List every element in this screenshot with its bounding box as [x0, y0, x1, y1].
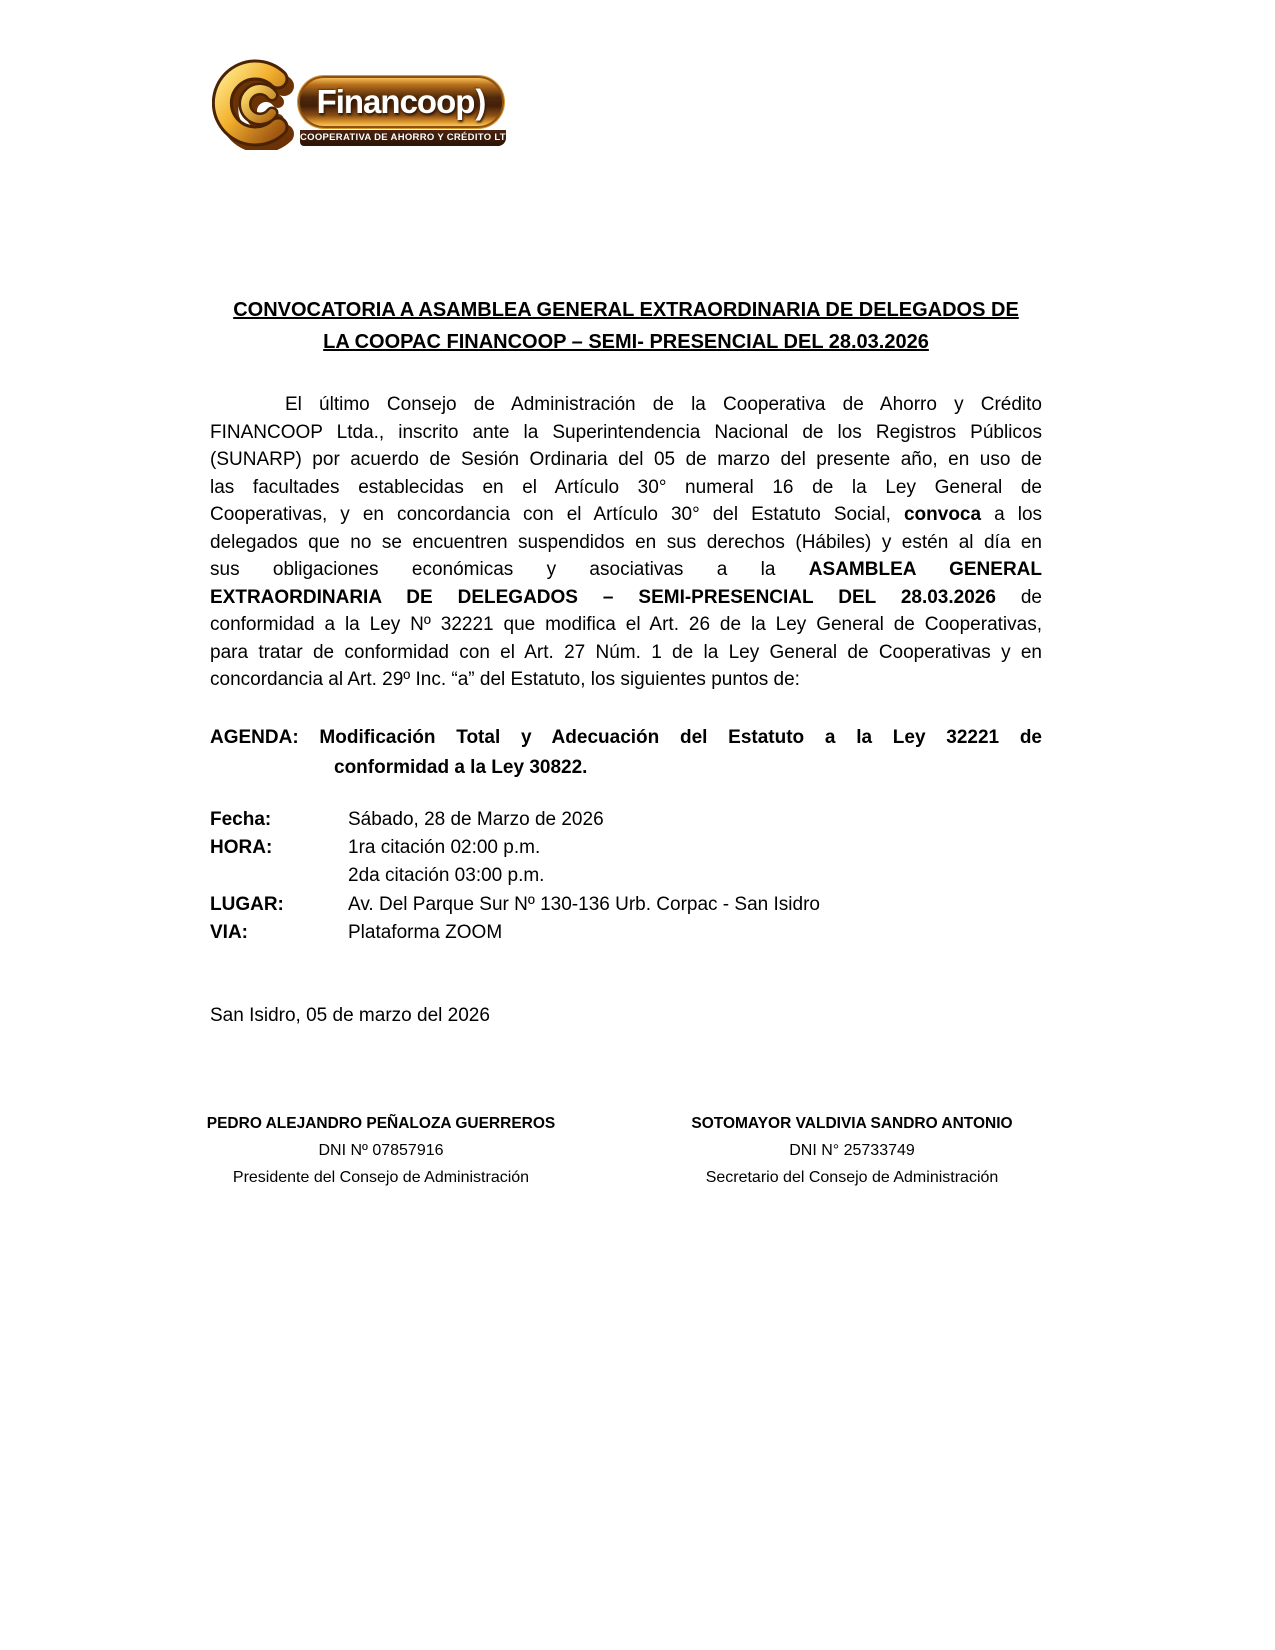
- signer-name: SOTOMAYOR VALDIVIA SANDRO ANTONIO: [691, 1115, 1013, 1132]
- paragraph-line: conformidad a la Ley Nº 32221 que modifica el Art. 26 de la Ley General de Cooperativas,: [210, 614, 1042, 635]
- detail-row-hora-2: 2da citación 03:00 p.m.: [348, 865, 545, 887]
- detail-row-fecha: Fecha: Sábado, 28 de Marzo de 2026: [210, 809, 604, 830]
- signer-name: PEDRO ALEJANDRO PEÑALOZA GUERREROS: [206, 1115, 556, 1132]
- paragraph-line: EXTRAORDINARIA DE DELEGADOS – SEMI-PRESENCIAL DEL 28.03.2026 de: [210, 586, 1042, 608]
- title-line-2: LA COOPAC FINANCOOP – SEMI- PRESENCIAL DEL 28.03.2026: [323, 331, 929, 353]
- signer-dni: DNI Nº 07857916: [318, 1142, 444, 1159]
- paragraph-line: FINANCOOP Ltda., inscrito ante la Superintendencia Nacional de los Registros Públicos: [210, 421, 1042, 443]
- brand-name: Financoop: [316, 83, 475, 120]
- detail-row-hora: HORA: 1ra citación 02:00 p.m.: [210, 837, 541, 859]
- detail-row-via: VIA: Plataforma ZOOM: [210, 921, 503, 943]
- logo-tagline: COOPERATIVA DE AHORRO Y CRÉDITO LTDA.: [300, 130, 506, 146]
- brand-paren: ): [475, 82, 486, 121]
- logo-wordmark-block: [298, 76, 524, 146]
- paragraph-line: Cooperativas, y en concordancia con el Artículo 30° del Estatuto Social, convoca a los: [210, 504, 1043, 525]
- intro-paragraph: [210, 391, 1042, 694]
- document-title: [210, 294, 1042, 358]
- paragraph-line: concordancia al Art. 29º Inc. “a” del Estatuto, los siguientes puntos de:: [210, 669, 800, 690]
- paragraph-line: sus obligaciones económicas y asociativas a la ASAMBLEA GENERAL: [210, 559, 1042, 580]
- dateline: San Isidro, 05 de marzo del 2026: [210, 1005, 490, 1026]
- signer-role: Secretario del Consejo de Administración: [705, 1169, 999, 1186]
- signer-role: Presidente del Consejo de Administración: [232, 1169, 530, 1186]
- financoop-logo: [212, 58, 524, 150]
- paragraph-line: (SUNARP) por acuerdo de Sesión Ordinaria del 05 de marzo del presente año, en uso de: [210, 449, 1042, 470]
- agenda-line-2: conformidad a la Ley 30822.: [334, 757, 588, 778]
- detail-row-lugar: LUGAR: Av. Del Parque Sur Nº 130-136 Urb. Corpac - San Isidro: [210, 893, 820, 915]
- signature-block-secretary: [666, 1110, 1038, 1191]
- paragraph-line: delegados que no se encuentren suspendidos en sus derechos (Hábiles) y estén al día en: [210, 531, 1042, 553]
- title-line-1: CONVOCATORIA A ASAMBLEA GENERAL EXTRAORDINARIA DE DELEGADOS DE: [233, 299, 1019, 321]
- event-details: [210, 806, 1042, 947]
- agenda-label: AGENDA:: [210, 727, 299, 748]
- paragraph-line: El último Consejo de Administración de la Cooperativa de Ahorro y Crédito: [285, 394, 1042, 415]
- logo-wordmark: [298, 76, 504, 128]
- signer-dni: DNI N° 25733749: [789, 1142, 915, 1159]
- paragraph-line: para tratar de conformidad con el Art. 27 Núm. 1 de la Ley General de Cooperativas y en: [210, 641, 1042, 663]
- financoop-monogram-icon: [212, 58, 304, 150]
- agenda-line-1: AGENDA: Modificación Total y Adecuación del Estatuto a la Ley 32221 de: [210, 727, 1042, 748]
- signature-block-president: [198, 1110, 564, 1191]
- paragraph-line: las facultades establecidas en el Artículo 30° numeral 16 de la Ley General de: [210, 476, 1042, 498]
- agenda-section: [210, 723, 1042, 783]
